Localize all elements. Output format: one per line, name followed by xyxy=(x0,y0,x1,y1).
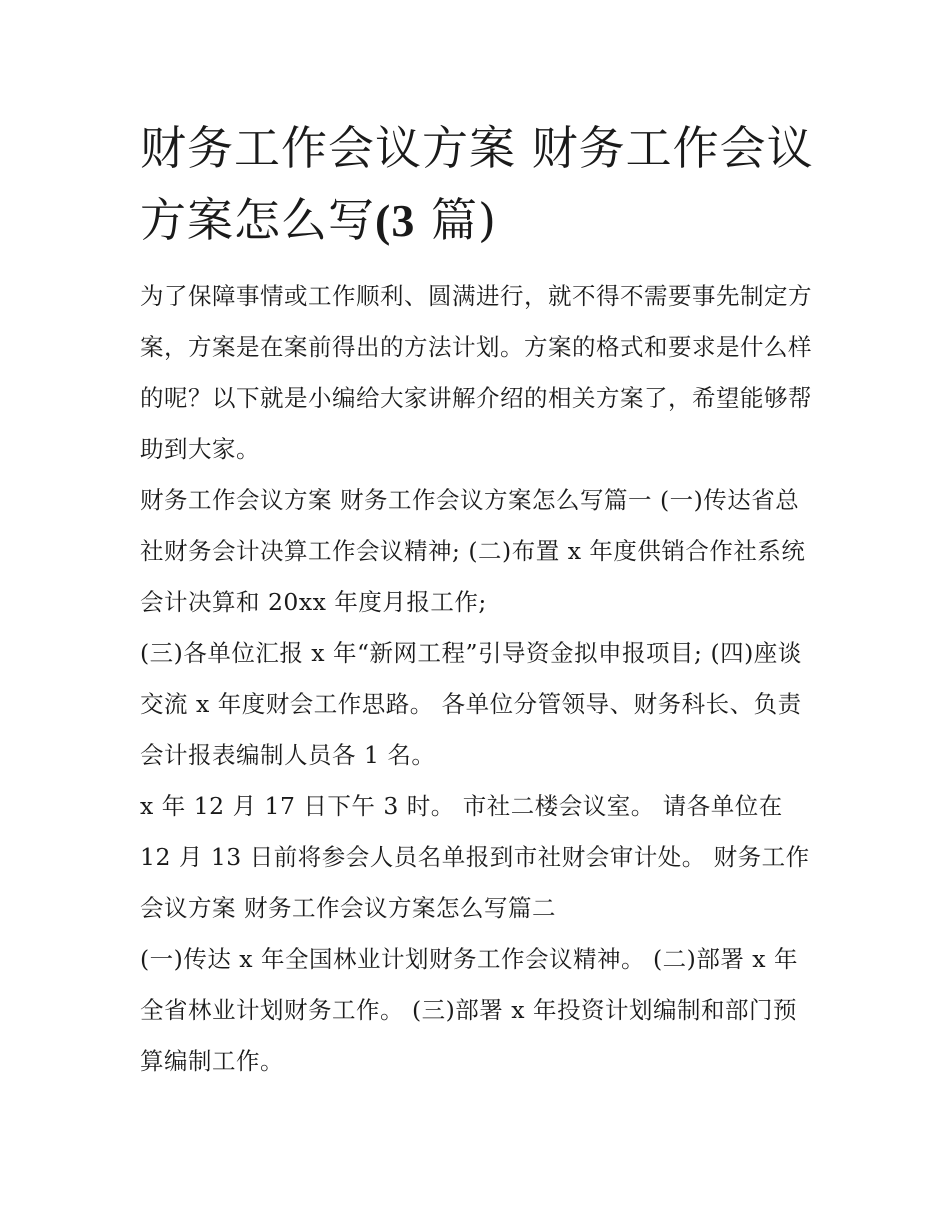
body-paragraph: (三)各单位汇报 x 年“新网工程”引导资金拟申报项目; (四)座谈交流 x 年度财会工作思路。 各单位分管领导、财务科长、负责会计报表编制人员各 1 名。 xyxy=(140,639,802,769)
intro-paragraph: 为了保障事情或工作顺利、圆满进行，就不得不需要事先制定方案，方案是在案前得出的方法计划。方案的格式和要求是什么样的呢？以下就是小编给大家讲解介绍的相关方案了，希望能够帮助到大家。 xyxy=(140,282,812,463)
document-title xyxy=(140,112,820,257)
body-paragraph: (一)传达 x 年全国林业计划财务工作会议精神。 (二)部署 x 年全省林业计划财务工作。 (三)部署 x 年投资计划编制和部门预算编制工作。 xyxy=(140,945,799,1075)
body-paragraph: x 年 12 月 17 日下午 3 时。 市社二楼会议室。 请各单位在 12 月 13 日前将参会人员名单报到市社财会审计处。 财务工作会议方案 财务工作会议方案怎么写篇二 xyxy=(140,792,810,922)
document-page xyxy=(140,112,820,1087)
title-suffix: 篇) xyxy=(415,193,497,247)
title-text: 财务工作会议方案 财务工作会议方案怎么写 xyxy=(140,121,814,247)
title-count: (3 xyxy=(375,195,416,246)
body-paragraph: 财务工作会议方案 财务工作会议方案怎么写篇一 (一)传达省总社财务会计决算工作会议精神; (二)布置 x 年度供销合作社系统会计决算和 20xx 年度月报工作; xyxy=(140,486,806,616)
